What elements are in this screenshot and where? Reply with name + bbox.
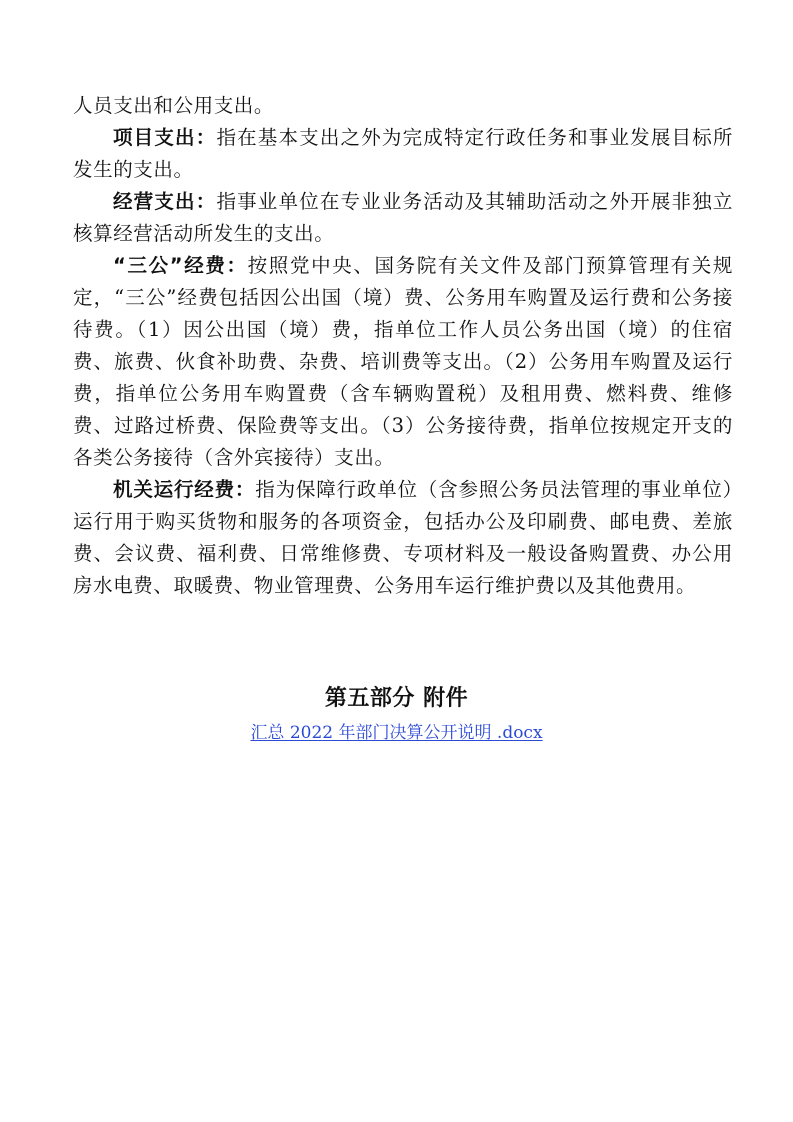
term-agency-operating-funds: 机关运行经费： — [113, 478, 256, 501]
term-project-expenditure: 项目支出： — [113, 126, 217, 149]
paragraph-operating-expenditure — [73, 186, 733, 250]
term-operating-expenditure: 经营支出： — [113, 190, 217, 213]
term-three-public-expenses: “三公”经费： — [113, 254, 248, 277]
paragraph-agency-operating-funds — [73, 474, 733, 602]
paragraph-three-public-expenses — [73, 250, 733, 474]
body-text — [73, 90, 733, 602]
definition-agency-operating-funds: 指为保障行政单位（含参照公务员法管理的事业单位）运行用于购买货物和服务的各项资金，包括办公及印刷费、邮电费、差旅费、会议费、福利费、日常维修费、专项材料及一般设备购置费、办公用房水电费、取暖费、物业管理费、公务用车运行维护费以及其他费用。 — [73, 478, 733, 597]
definition-operating-expenditure: 指事业单位在专业业务活动及其辅助活动之外开展非独立核算经营活动所发生的支出。 — [73, 190, 733, 245]
attachment-link-wrapper — [0, 720, 793, 746]
paragraph-project-expenditure — [73, 122, 733, 186]
paragraph-text: 人员支出和公用支出。 — [73, 94, 275, 117]
paragraph-continuation — [73, 90, 733, 122]
definition-project-expenditure: 指在基本支出之外为完成特定行政任务和事业发展目标所发生的支出。 — [73, 126, 733, 181]
definition-three-public-expenses: 按照党中央、国务院有关文件及部门预算管理有关规定，“三公”经费包括因公出国（境）费、公务用车购置及运行费和公务接待费。（1）因公出国（境）费，指单位工作人员公务出国（境）的住宿费、旅费、伙食补助费、杂费、培训费等支出。（2）公务用车购置及运行费，指单位公务用车购置费（含车辆购置税）及租用费、燃料费、维修费、过路过桥费、保险费等支出。（3）公务接待费，指单位按规定开支的各类公务接待（含外宾接待）支出。 — [73, 254, 733, 469]
section-title: 第五部分 附件 — [324, 686, 469, 711]
attachment-link[interactable]: 汇总 2022 年部门决算公开说明 .docx — [250, 723, 543, 743]
